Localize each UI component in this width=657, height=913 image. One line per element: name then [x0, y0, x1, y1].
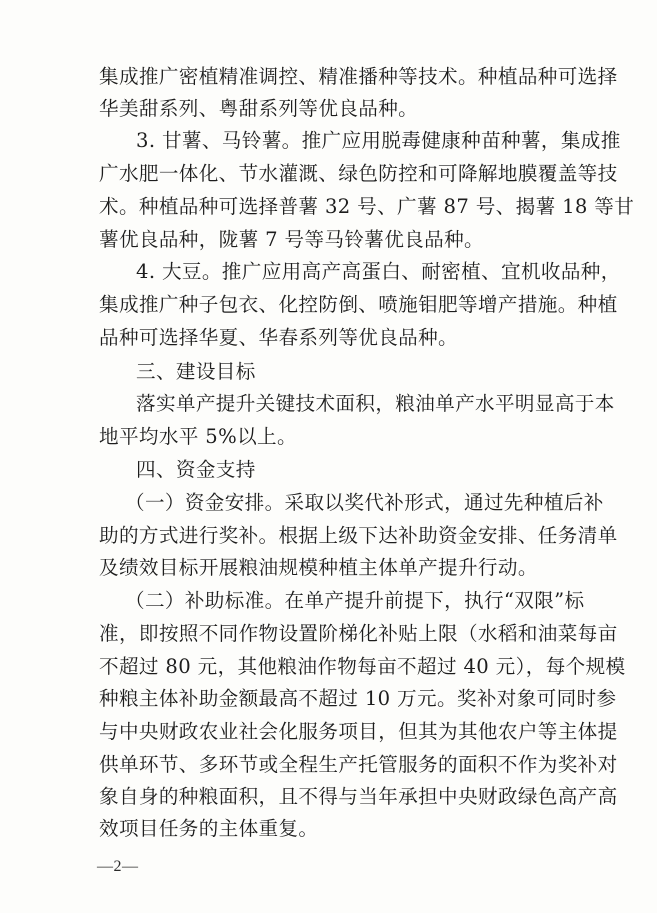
paragraph-line: 象自身的种粮面积，且不得与当年承担中央财政绿色高产高	[99, 785, 618, 808]
paragraph-line: 与中央财政农业社会化服务项目，但其为其他农户等主体提	[99, 720, 618, 743]
section-heading: 三、建设目标	[136, 360, 256, 383]
paragraph-line: 广水肥一体化、节水灌溉、绿色防控和可降解地膜覆盖等技	[99, 162, 618, 185]
paragraph-line: 华美甜系列、粤甜系列等优良品种。	[99, 97, 419, 120]
paragraph-line: 准，即按照不同作物设置阶梯化补贴上限（水稻和油菜每亩	[99, 622, 618, 645]
paragraph-line: 落实单产提升关键技术面积，粮油单产水平明显高于本	[136, 392, 615, 415]
paragraph-line: 薯优良品种，陇薯 7 号等马铃薯优良品种。	[99, 228, 484, 251]
paragraph-line: 效项目任务的主体重复。	[99, 817, 319, 840]
paragraph-line: 种粮主体补助金额最高不超过 10 万元。奖补对象可同时参	[99, 687, 617, 710]
paragraph-line: 助的方式进行奖补。根据上级下达补助资金安排、任务清单	[99, 524, 618, 547]
paragraph-line: 及绩效目标开展粮油规模种植主体单产提升行动。	[99, 556, 538, 579]
section-heading: 四、资金支持	[136, 458, 256, 481]
paragraph-line: 术。种植品种可选择普薯 32 号、广薯 87 号、揭薯 18 等甘	[99, 195, 635, 218]
paragraph-line: 地平均水平 5%以上。	[99, 425, 297, 448]
paragraph-line: 集成推广种子包衣、化控防倒、喷施钼肥等增产措施。种植	[99, 293, 618, 316]
paragraph-line: （二）补助标准。在单产提升前提下，执行“双限”标	[125, 589, 585, 612]
paragraph-line: 品种可选择华夏、华春系列等优良品种。	[99, 326, 458, 349]
paragraph-line: 4. 大豆。推广应用高产高蛋白、耐密植、宜机收品种，	[136, 260, 621, 283]
paragraph-line: 集成推广密植精准调控、精准播种等技术。种植品种可选择	[99, 65, 618, 88]
paragraph-line: （一）资金安排。采取以奖代补形式，通过先种植后补	[125, 491, 604, 514]
paragraph-line: 供单环节、多环节或全程生产托管服务的面积不作为奖补对	[99, 753, 618, 776]
paragraph-line: 不超过 80 元，其他粮油作物每亩不超过 40 元），每个规模	[99, 655, 626, 678]
page-number: —2—	[97, 858, 139, 875]
paragraph-line: 3. 甘薯、马铃薯。推广应用脱毒健康种苗种薯，集成推	[136, 129, 621, 152]
